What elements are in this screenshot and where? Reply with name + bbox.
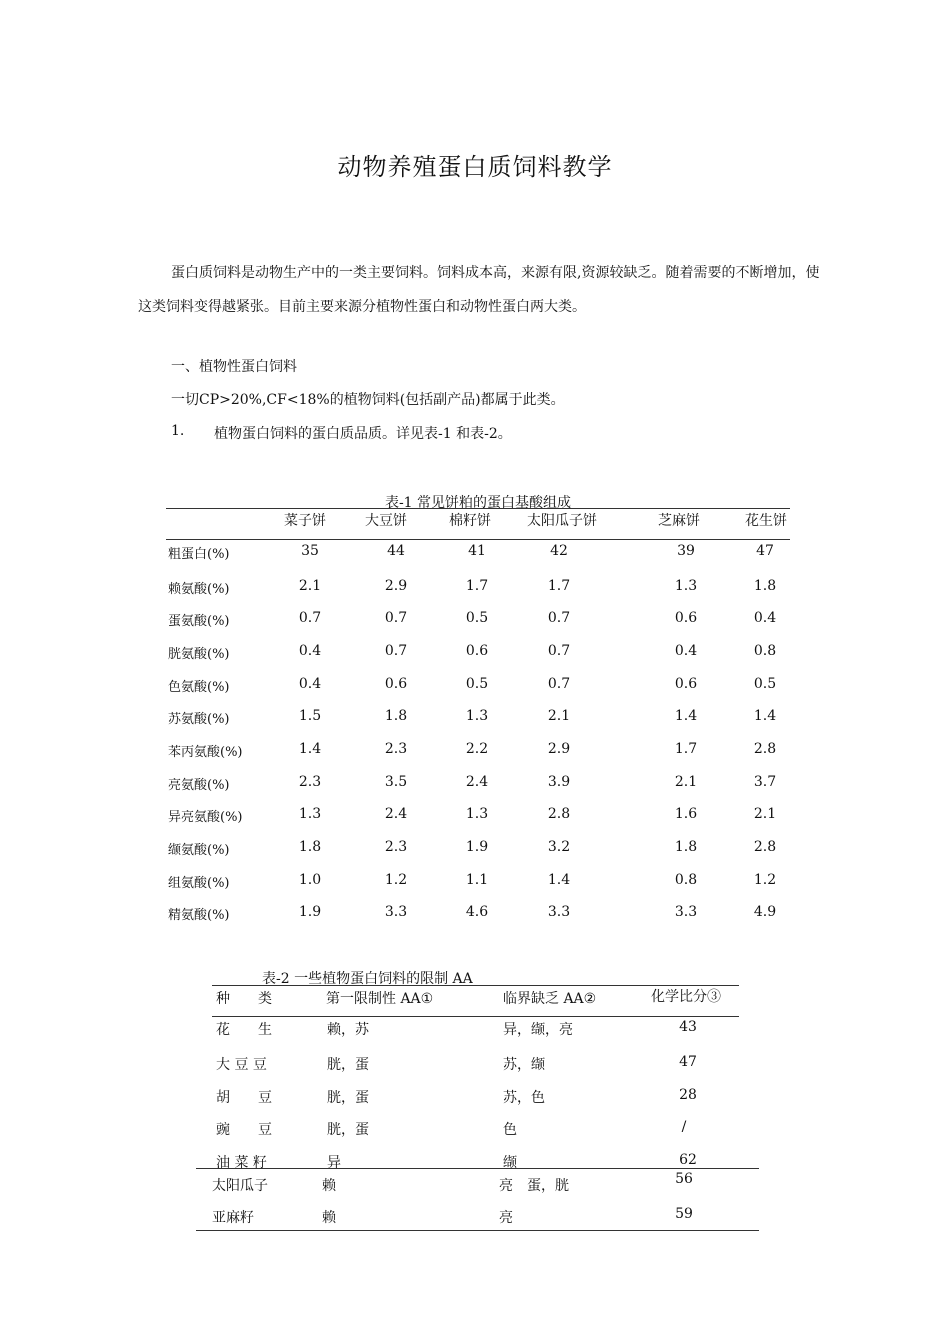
table-1-cell: 39 <box>677 543 695 559</box>
table-1-cell: 0.7 <box>547 610 571 626</box>
table-1-cell: 42 <box>550 543 568 559</box>
definition-line: 一切CP>20%,CF<18%的植物饲料(包括副产品)都属于此类。 <box>171 392 565 408</box>
table-1-cell: 1.2 <box>384 872 408 888</box>
intro-paragraph: 蛋白质饲料是动物生产中的一类主要饲料。饲料成本高，来源有限,资源较缺乏。随着需要的不断增加，使这类饲料变得越紧张。目前主要来源分植物性蛋白和动物性蛋白两大类。 <box>138 265 820 315</box>
table-1-cell: 0.6 <box>674 610 698 626</box>
table-2-first: 胱，蛋 <box>327 1090 369 1106</box>
table-1-top-rule <box>166 508 790 509</box>
table-2-bottom-rule <box>196 1230 759 1231</box>
table-row <box>0 872 950 892</box>
table-1-row-label: 组氨酸(%) <box>168 876 230 891</box>
table-1-cell: 0.5 <box>465 610 489 626</box>
table-1-cell: 3.5 <box>384 774 408 790</box>
table-row <box>0 839 950 859</box>
table-1-cell: 1.9 <box>298 904 322 920</box>
table-1-cell: 1.4 <box>298 741 322 757</box>
table-2-critical: 缬 <box>503 1155 517 1171</box>
table-1-cell: 2.3 <box>384 839 408 855</box>
table-1-cell: 2.2 <box>465 741 489 757</box>
table-1-cell: 4.9 <box>753 904 777 920</box>
table-1-row-label: 蛋氨酸(%) <box>168 614 230 629</box>
table-row <box>0 676 950 696</box>
table-1-row-label: 精氨酸(%) <box>168 908 230 923</box>
table-1-cell: 2.1 <box>753 806 777 822</box>
table-2-critical: 异，缬，亮 <box>503 1022 573 1038</box>
table-1-cell: 0.5 <box>753 676 777 692</box>
table-1-col-header: 大豆饼 <box>365 513 407 529</box>
table-1-cell: 0.5 <box>465 676 489 692</box>
table-1-cell: 1.7 <box>465 578 489 594</box>
table-1-row-label: 缬氨酸(%) <box>168 843 230 858</box>
table-2-header-critical: 临界缺乏 AA② <box>503 991 597 1007</box>
table-1-row-label: 色氨酸(%) <box>168 680 230 695</box>
table-2-critical: 亮 蛋，胱 <box>499 1178 569 1194</box>
table-1-cell: 0.6 <box>465 643 489 659</box>
table-1-cell: 47 <box>756 543 774 559</box>
table-1-cell: 0.8 <box>753 643 777 659</box>
table-1-col-header: 太阳瓜子饼 <box>527 513 597 529</box>
table-1-cell: 1.4 <box>674 708 698 724</box>
table-1-cell: 0.8 <box>674 872 698 888</box>
table-1-col-header: 花生饼 <box>745 513 787 529</box>
table-1-cell: 2.3 <box>298 774 322 790</box>
table-2-mid-rule <box>196 1168 759 1169</box>
section-heading: 一、植物性蛋白饲料 <box>171 359 297 375</box>
table-1-col-header: 棉籽饼 <box>449 513 491 529</box>
table-1-cell: 3.3 <box>547 904 571 920</box>
table-1-cell: 1.8 <box>753 578 777 594</box>
table-1-cell: 0.7 <box>384 610 408 626</box>
table-1-cell: 1.5 <box>298 708 322 724</box>
table-2-first: 赖 <box>322 1178 336 1194</box>
table-2-critical: 亮 <box>499 1210 513 1226</box>
table-2-first: 异 <box>327 1155 341 1171</box>
table-row <box>0 741 950 761</box>
table-1-cell: 1.9 <box>465 839 489 855</box>
table-1-cell: 1.4 <box>547 872 571 888</box>
table-2-caption: 表-2 一些植物蛋白饲料的限制 AA <box>262 971 473 987</box>
table-2-score: / <box>681 1119 687 1135</box>
table-2-kind: 花 生 <box>216 1022 272 1038</box>
table-2-score: 56 <box>675 1171 693 1187</box>
table-row <box>0 578 950 598</box>
table-1-cell: 2.4 <box>465 774 489 790</box>
table-1-cell: 0.4 <box>298 676 322 692</box>
table-2-score: 28 <box>679 1087 697 1103</box>
table-2-first: 赖，苏 <box>327 1022 369 1038</box>
table-1-col-header: 芝麻饼 <box>658 513 700 529</box>
table-1-cell: 2.8 <box>547 806 571 822</box>
table-2-critical: 色 <box>503 1122 517 1138</box>
table-1-cell: 1.3 <box>674 578 698 594</box>
table-2-first: 赖 <box>322 1210 336 1226</box>
table-row <box>0 708 950 728</box>
table-2-kind: 大 豆 豆 <box>216 1057 267 1073</box>
table-1-cell: 1.8 <box>384 708 408 724</box>
table-1-cell: 3.3 <box>674 904 698 920</box>
table-1-cell: 1.6 <box>674 806 698 822</box>
table-1-cell: 1.7 <box>674 741 698 757</box>
table-1-row-label: 粗蛋白(%) <box>168 547 230 562</box>
table-1-cell: 2.8 <box>753 741 777 757</box>
table-1-row-label: 苯丙氨酸(%) <box>168 745 243 760</box>
table-1-cell: 2.9 <box>547 741 571 757</box>
table-1-cell: 35 <box>301 543 319 559</box>
table-row <box>0 643 950 663</box>
table-1-cell: 4.6 <box>465 904 489 920</box>
table-1-cell: 1.8 <box>298 839 322 855</box>
table-1-cell: 2.9 <box>384 578 408 594</box>
table-2-critical: 苏，缬 <box>503 1057 545 1073</box>
table-1-cell: 1.7 <box>547 578 571 594</box>
table-1-caption: 表-1 常见饼粕的蛋白基酸组成 <box>384 495 572 511</box>
table-1-cell: 0.4 <box>298 643 322 659</box>
table-row <box>0 904 950 924</box>
table-2-score: 59 <box>675 1206 693 1222</box>
table-2-kind: 油 菜 籽 <box>216 1155 267 1171</box>
table-2-kind: 胡 豆 <box>216 1090 272 1106</box>
table-1-cell: 0.7 <box>547 676 571 692</box>
table-1-cell: 3.3 <box>384 904 408 920</box>
table-1-cell: 2.4 <box>384 806 408 822</box>
table-2-first: 胱，蛋 <box>327 1057 369 1073</box>
table-1-row-label: 亮氨酸(%) <box>168 778 230 793</box>
table-2-header-rule <box>212 1016 739 1017</box>
table-2-header-first: 第一限制性 AA① <box>326 991 434 1007</box>
table-1-row-label: 苏氨酸(%) <box>168 712 230 727</box>
table-1-cell: 0.4 <box>674 643 698 659</box>
table-2-kind: 亚麻籽 <box>212 1210 254 1226</box>
table-1-cell: 0.7 <box>384 643 408 659</box>
table-1-cell: 0.7 <box>547 643 571 659</box>
table-1-cell: 1.4 <box>753 708 777 724</box>
table-2-critical: 苏，色 <box>503 1090 545 1106</box>
table-1-cell: 3.2 <box>547 839 571 855</box>
table-1-cell: 2.3 <box>384 741 408 757</box>
item-number: 1. <box>171 423 185 439</box>
table-1-cell: 1.3 <box>298 806 322 822</box>
table-1-cell: 0.7 <box>298 610 322 626</box>
table-1-cell: 41 <box>468 543 486 559</box>
item-text: 植物蛋白饲料的蛋白质品质。详见表-1 和表-2。 <box>214 426 512 442</box>
table-1-cell: 3.9 <box>547 774 571 790</box>
table-2-kind: 豌 豆 <box>216 1122 272 1138</box>
table-row <box>0 610 950 630</box>
table-1-cell: 0.4 <box>753 610 777 626</box>
table-2-first: 胱，蛋 <box>327 1122 369 1138</box>
table-2-header-score: 化学比分③ <box>651 989 721 1005</box>
table-2-score: 62 <box>679 1152 697 1168</box>
table-1-cell: 1.0 <box>298 872 322 888</box>
table-1-cell: 1.3 <box>465 708 489 724</box>
table-2-score: 43 <box>679 1019 697 1035</box>
table-2-score: 47 <box>679 1054 697 1070</box>
table-1-cell: 2.8 <box>753 839 777 855</box>
table-1-cell: 1.2 <box>753 872 777 888</box>
table-1-cell: 2.1 <box>674 774 698 790</box>
table-1-cell: 3.7 <box>753 774 777 790</box>
table-1-cell: 1.1 <box>465 872 489 888</box>
table-1-cell: 1.3 <box>465 806 489 822</box>
table-1-row-label: 赖氨酸(%) <box>168 582 230 597</box>
table-row <box>0 774 950 794</box>
table-1-cell: 2.1 <box>298 578 322 594</box>
table-1-row-label: 胱氨酸(%) <box>168 647 230 662</box>
table-1-cell: 1.8 <box>674 839 698 855</box>
table-row <box>0 806 950 826</box>
table-1-header-rule <box>166 539 790 540</box>
table-1-cell: 44 <box>387 543 405 559</box>
table-row <box>0 543 950 563</box>
table-1-row-label: 异亮氨酸(%) <box>168 810 243 825</box>
table-1-cell: 0.6 <box>384 676 408 692</box>
document-title: 动物养殖蛋白质饲料教学 <box>337 153 613 181</box>
table-2-header-kind: 种 类 <box>216 991 272 1007</box>
table-1-cell: 2.1 <box>547 708 571 724</box>
table-2-kind: 太阳瓜子 <box>212 1178 268 1194</box>
table-1-cell: 0.6 <box>674 676 698 692</box>
table-1-col-header: 菜子饼 <box>284 513 326 529</box>
